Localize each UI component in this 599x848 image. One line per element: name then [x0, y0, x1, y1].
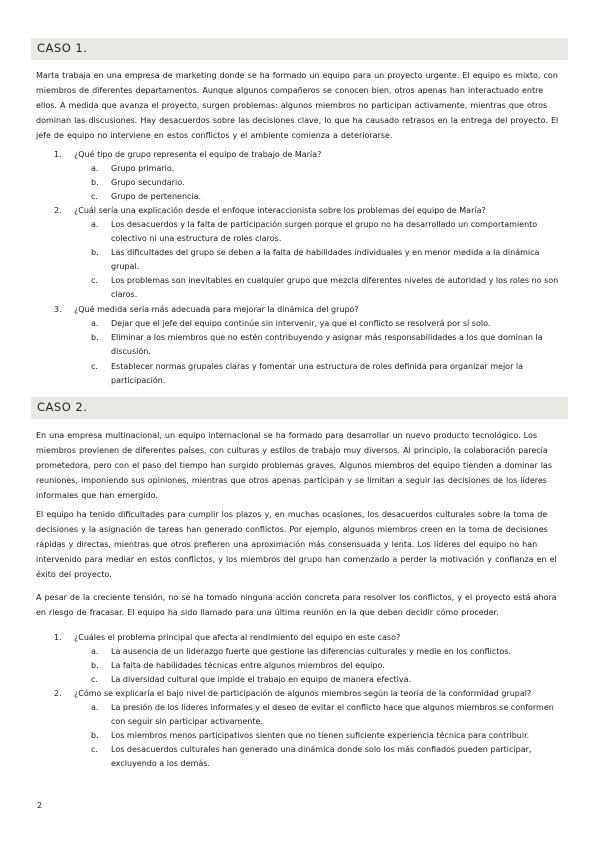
option-letter: a. — [91, 647, 99, 656]
page-number: 2 — [37, 801, 43, 810]
question-number: 1. — [54, 150, 62, 159]
case2-paragraph-3: A pesar de la creciente tensión, no se ha tomado ninguna acción concreta para resolver los conflictos, y el proyecto está ahora en riesgo de fracasar. El equipo ha sido llamado para una última reunión en la que deben decidir cómo proceder. — [36, 593, 557, 617]
option-letter: c. — [91, 745, 98, 754]
question-number: 3. — [54, 305, 62, 314]
option-text: Los desacuerdos culturales han generado una dinámica donde solo los más confiados pueden participar, excluyendo a los demás. — [111, 745, 532, 769]
question-number: 2. — [54, 689, 62, 698]
option-letter: c. — [91, 192, 98, 201]
case2-paragraph-2: El equipo ha tenido dificultades para cumplir los plazos y, en muchas ocasiones, los desacuerdos culturales sobre la toma de decisiones y la asignación de tareas han generado conflictos. Por ejemplo, algunos miembros creen en la toma de decisiones rápidas y directas, mientras que otros prefieren una aproximación más consensuada y lenta. Los líderes del equipo no han intervenido para mediar en estos conflictos, y los miembros del grupo han comenzado a perder la motivación y confianza en el éxito del proyecto. — [36, 510, 557, 579]
option-letter: c. — [91, 276, 98, 285]
case1-heading-band — [31, 38, 568, 60]
option-letter: b. — [91, 248, 99, 257]
option-text: Dejar que el jefe del equipo continúe sin intervenir, ya que el conflicto se resolverá por sí solo. — [111, 319, 491, 328]
case2-heading: CASO 2. — [37, 400, 88, 414]
option-text: Las dificultades del grupo se deben a la falta de habilidades individuales y en menor medida a la dinámica grupal. — [111, 248, 540, 272]
option-text: Grupo primario. — [111, 164, 175, 173]
option-text: Establecer normas grupales claras y fomentar una estructura de roles definida para organizar mejor la participación. — [111, 362, 524, 386]
option-letter: a. — [91, 703, 99, 712]
question-number: 1. — [54, 633, 62, 642]
option-text: Los desacuerdos y la falta de participación surgen porque el grupo no ha desarrollado un comportamiento colectivo ni una estructura de roles claros. — [111, 220, 538, 244]
option-text: Los problemas son inevitables en cualquier grupo que mezcla diferentes niveles de autoridad y los roles no son claros. — [111, 276, 559, 300]
option-text: La presión de los líderes informales y el deseo de evitar el conflicto hace que algunos miembros se conformen con seguir sin participar activamente. — [111, 703, 554, 727]
option-letter: a. — [91, 220, 99, 229]
case2-paragraph-1: En una empresa multinacional, un equipo internacional se ha formado para desarrollar un nuevo producto tecnológico. Los miembros provienen de diferentes países, con culturas y estilos de trabajo muy diversos. Al principio, la colaboración parecía prometedora, pero con el paso del tiempo han surgido problemas graves. Algunos miembros del equipo tienden a dominar las reuniones, imponiendo sus opiniones, mientras que otros apenas participan y se limitan a seguir las decisiones de los líderes informales que han emergido. — [36, 431, 552, 500]
option-text: La falta de habilidades técnicas entre algunos miembros del equipo. — [111, 661, 385, 670]
option-letter: c. — [91, 362, 98, 371]
question-text: ¿Cómo se explicaría el bajo nivel de participación de algunos miembros según la teoría de la conformidad grupal? — [74, 689, 532, 698]
option-text: La ausencia de un liderazgo fuerte que gestione las diferencias culturales y medie en los conflictos. — [111, 647, 511, 656]
option-text: Eliminar a los miembros que no estén contribuyendo y asignar más responsabilidades a los que dominan la discusión. — [111, 333, 543, 357]
case1-heading: CASO 1. — [37, 41, 88, 55]
option-letter: b. — [91, 661, 99, 670]
option-letter: b. — [91, 731, 99, 740]
question-text: ¿Qué tipo de grupo representa el equipo de trabajo de María? — [74, 150, 322, 159]
option-letter: b. — [91, 178, 99, 187]
option-letter: a. — [91, 164, 99, 173]
case2-heading-band — [31, 397, 568, 419]
option-letter: b. — [91, 333, 99, 342]
question-text: ¿Cuáles el problema principal que afecta al rendimiento del equipo en este caso? — [74, 633, 401, 642]
question-number: 2. — [54, 206, 62, 215]
question-text: ¿Cuál sería una explicación desde el enfoque interaccionista sobre los problemas del equipo de María? — [74, 206, 486, 215]
option-text: La diversidad cultural que impide el trabajo en equipo de manera efectiva. — [111, 675, 412, 684]
option-text: Grupo de pertenencia. — [111, 192, 202, 201]
question-text: ¿Qué medida sería más adecuada para mejorar la dinámica del grupo? — [74, 305, 359, 314]
case1-paragraph: Marta trabaja en una empresa de marketing donde se ha formado un equipo para un proyecto urgente. El equipo es mixto, con miembros de diferentes departamentos. Aunque algunos compañeros se conocen bien, otros apenas han interactuado entre ellos. A medida que avanza el proyecto, surgen problemas: algunos miembros no participan activamente, mientras que otros dominan las discusiones. Hay desacuerdos sobre las decisiones clave, lo que ha causado retrasos en la entrega del proyecto. El jefe de equipo no interviene en estos conflictos y el ambiente comienza a deteriorarse. — [36, 71, 559, 140]
option-text: Grupo secundario. — [111, 178, 185, 187]
option-text: Los miembros menos participativos sienten que no tienen suficiente experiencia técnica para contribuir. — [111, 731, 530, 740]
option-letter: c. — [91, 675, 98, 684]
option-letter: a. — [91, 319, 99, 328]
